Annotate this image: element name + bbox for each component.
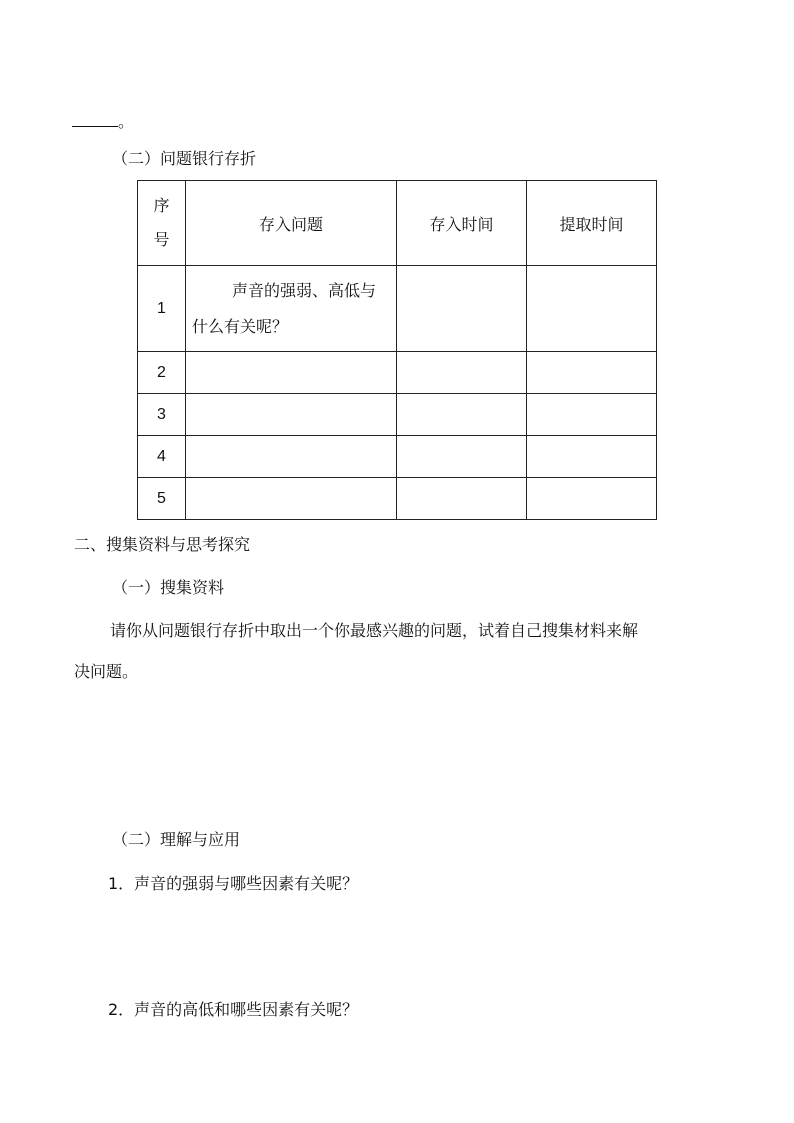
section-heading-question-bank: （二）问题银行存折 [112, 149, 257, 168]
question-cell[interactable] [186, 436, 397, 478]
header-serial-char-2: 号 [153, 230, 170, 249]
deposit-time-cell[interactable] [397, 394, 527, 436]
table-header-row [138, 181, 657, 266]
header-deposit-question: 存入问题 [186, 181, 397, 266]
header-withdraw-time: 提取时间 [527, 181, 657, 266]
answer-blank[interactable] [72, 114, 118, 127]
table-row [138, 478, 657, 520]
table-row [138, 394, 657, 436]
instruction-text-line-1: 请你从问题银行存折中取出一个你最感兴趣的问题，试着自己搜集材料来解 [110, 621, 639, 640]
header-serial-char-1: 序 [153, 196, 170, 215]
deposit-time-cell[interactable] [397, 352, 527, 394]
question-cell[interactable] [186, 266, 397, 352]
question-cell[interactable] [186, 394, 397, 436]
row-number: 4 [138, 436, 186, 478]
withdraw-time-cell[interactable] [527, 436, 657, 478]
instruction-text-line-2: 决问题。 [74, 662, 139, 681]
question-bank-table [137, 180, 657, 520]
row-number: 3 [138, 394, 186, 436]
row-number: 1 [138, 266, 186, 352]
subheading-understand-apply: （二）理解与应用 [112, 830, 241, 849]
withdraw-time-cell[interactable] [527, 394, 657, 436]
deposit-time-cell[interactable] [397, 478, 527, 520]
fill-blank-line [72, 112, 134, 132]
header-serial-number [138, 181, 186, 266]
question-cell[interactable] [186, 478, 397, 520]
withdraw-time-cell[interactable] [527, 352, 657, 394]
question-text: 声音的强弱、高低与什么有关呢？ [192, 280, 377, 336]
question-2: 2．声音的高低和哪些因素有关呢？ [108, 1000, 359, 1019]
deposit-time-cell[interactable] [397, 436, 527, 478]
question-1: 1．声音的强弱与哪些因素有关呢？ [108, 874, 359, 893]
header-deposit-time: 存入时间 [397, 181, 527, 266]
row-number: 2 [138, 352, 186, 394]
table-row [138, 266, 657, 352]
deposit-time-cell[interactable] [397, 266, 527, 352]
row-number: 5 [138, 478, 186, 520]
question-cell[interactable] [186, 352, 397, 394]
withdraw-time-cell[interactable] [527, 266, 657, 352]
subheading-collect-materials: （一）搜集资料 [112, 578, 225, 597]
section-heading-research: 二、搜集资料与思考探究 [74, 535, 251, 554]
withdraw-time-cell[interactable] [527, 478, 657, 520]
table-row [138, 436, 657, 478]
blank-suffix: 。 [118, 112, 135, 131]
table-row [138, 352, 657, 394]
